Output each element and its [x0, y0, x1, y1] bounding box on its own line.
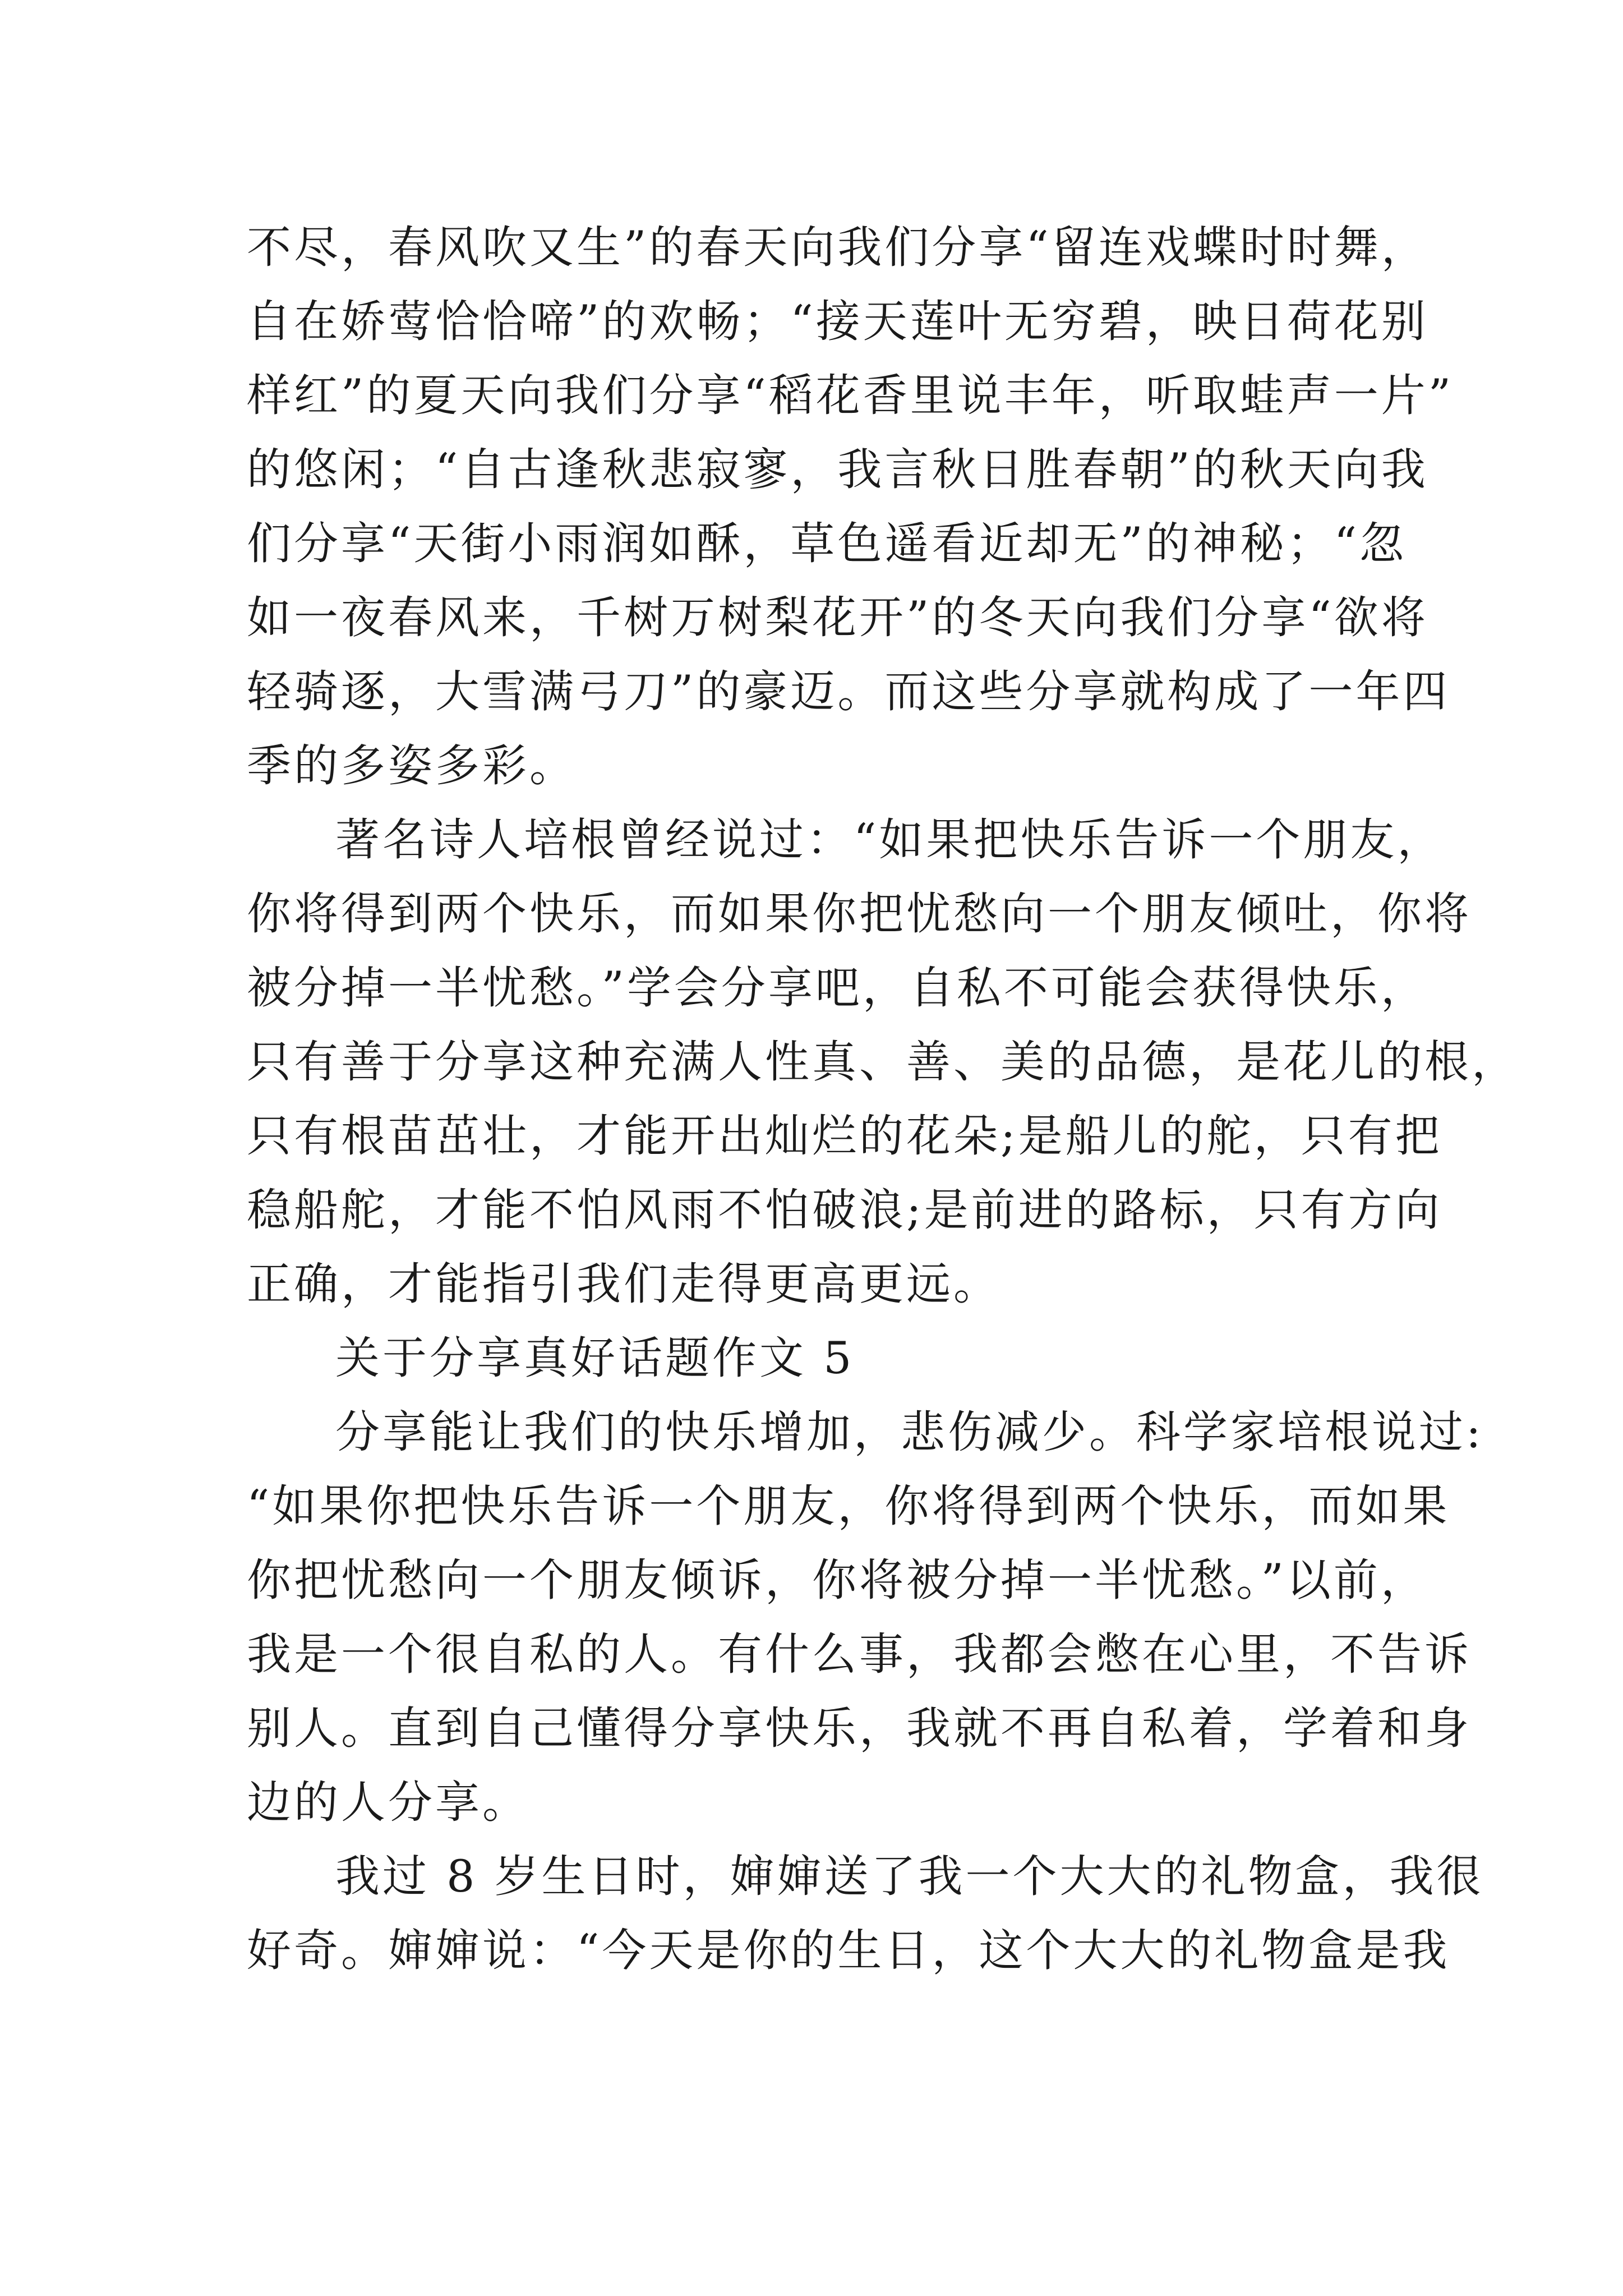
text-line: 如一夜春风来，千树万树梨花开”的冬天向我们分享“欲将: [247, 592, 1428, 643]
text-line: 你将得到两个快乐，而如果你把忧愁向一个朋友倾吐，你将: [247, 888, 1472, 940]
text-line: 好奇。婶婶说：“今天是你的生日，这个大大的礼物盒是我: [247, 1925, 1450, 1976]
paragraph-start-line: 分享能让我们的快乐增加，悲伤减少。科学家培根说过:: [335, 1406, 1484, 1458]
text-line: 的悠闲；“自古逢秋悲寂寥，我言秋日胜春朝”的秋天向我: [247, 444, 1428, 495]
text-line: 别人。直到自己懂得分享快乐，我就不再自私着，学着和身: [247, 1703, 1472, 1754]
text-line: 样红”的夏天向我们分享“稻花香里说丰年，听取蛙声一片”: [247, 370, 1454, 421]
text-line: “如果你把快乐告诉一个朋友，你将得到两个快乐，而如果: [247, 1480, 1450, 1532]
text-line: 季的多姿多彩。: [247, 740, 577, 792]
text-line: 们分享“天街小雨润如酥，草色遥看近却无”的神秘；“忽: [247, 518, 1407, 569]
text-line: 被分掉一半忧愁。”学会分享吧，自私不可能会获得快乐，: [247, 962, 1428, 1014]
text-line: 正确，才能指引我们走得更高更远。: [247, 1258, 1000, 1310]
text-line: 稳船舵，才能不怕风雨不怕破浪;是前进的路标，只有方向: [247, 1184, 1442, 1236]
text-line: 不尽，春风吹又生”的春天向我们分享“留连戏蝶时时舞，: [247, 222, 1428, 273]
text-line: 轻骑逐，大雪满弓刀”的豪迈。而这些分享就构成了一年四: [247, 666, 1450, 717]
text-line: 我是一个很自私的人。有什么事，我都会憋在心里，不告诉: [247, 1628, 1472, 1680]
section-heading: 关于分享真好话题作文 5: [335, 1332, 855, 1384]
text-line: 只有根苗茁壮，才能开出灿烂的花朵;是船儿的舵，只有把: [247, 1110, 1442, 1162]
text-line: 边的人分享。: [247, 1777, 529, 1828]
paragraph-start-line: 著名诗人培根曾经说过：“如果把快乐告诉一个朋友，: [335, 814, 1445, 866]
text-line: 你把忧愁向一个朋友倾诉，你将被分掉一半忧愁。”以前，: [247, 1554, 1428, 1606]
text-line: 只有善于分享这种充满人性真、善、美的品德，是花儿的根，: [247, 1036, 1519, 1088]
essay-body: [247, 210, 1519, 1987]
text-line: 自在娇莺恰恰啼”的欢畅；“接天莲叶无穷碧，映日荷花别: [247, 296, 1428, 347]
paragraph-start-line: 我过 8 岁生日时，婶婶送了我一个大大的礼物盒，我很: [335, 1851, 1484, 1902]
